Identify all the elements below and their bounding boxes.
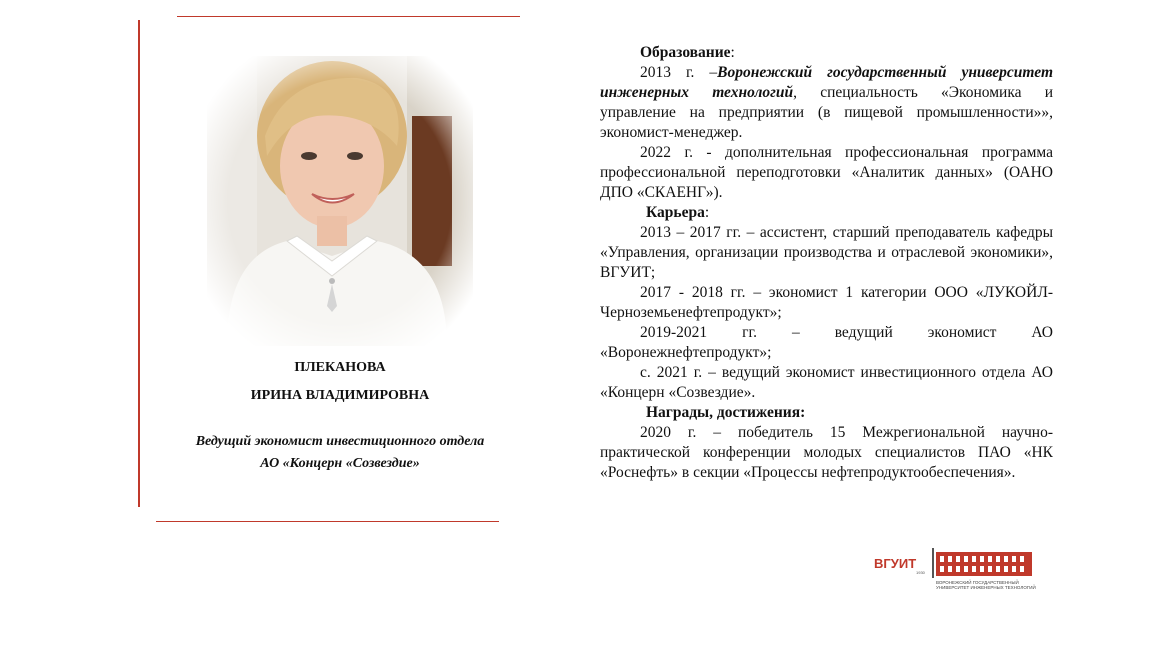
education-heading: Образование: [640,44,735,61]
position-line-1: Ведущий экономист инвестиционного отдела [195,434,485,449]
person-surname: ПЛЕКАНОВА [294,360,386,375]
education-item-1: 2013 г. –Воронежский государственный университет инженерных технологий, специальность «Экономика и управление на предприятии (в пищевой промышленности»», экономист-менеджер. [600,64,1054,141]
career-item-1: 2013 – 2017 гг. – ассистент, старший преподаватель кафедры «Управления, организации производства и отраслевой экономики», ВГУИТ; [600,224,1053,281]
bottom-divider [156,521,499,522]
university-logo [874,546,1040,602]
position-line-2: АО «Концерн «Созвездие» [260,456,420,471]
logo-abbreviation: ВГУИТ [874,556,917,571]
logo-year: 1930 [916,570,925,575]
career-item-4: с. 2021 г. – ведущий экономист инвестиционного отдела АО «Концерн «Созвездие». [600,364,1053,401]
logo-caption: ВОРОНЕЖСКИЙ ГОСУДАРСТВЕННЫЙ УНИВЕРСИТЕТ ИНЖЕНЕРНЫХ ТЕХНОЛОГИЙ [936,580,1036,590]
university-name: Воронежский государственный университет инженерных технологий [600,64,1054,101]
university-building-icon [932,548,1038,578]
career-item-2: 2017 - 2018 гг. – экономист 1 категории ООО «ЛУКОЙЛ-Черноземьенефтепродукт»; [600,284,1053,321]
person-given-names: ИРИНА ВЛАДИМИРОВНА [250,388,430,403]
awards-heading: Награды, достижения: [646,404,806,421]
portrait-photo [207,56,473,346]
awards-item-1: 2020 г. – победитель 15 Межрегиональной научно-практической конференции молодых специалистов ПАО «НК «Роснефть» в секции «Процессы нефтепродуктообеспечения». [600,424,1053,481]
top-divider [177,16,520,17]
biography-text [600,43,1053,483]
career-item-3: 2019-2021 гг. – ведущий экономист АО «Воронежнефтепродукт»; [600,324,1053,361]
career-heading: Карьера: [646,204,710,221]
education-item-2: 2022 г. - дополнительная профессиональная программа профессиональной переподготовки «Аналитик данных» (ОАНО ДПО «СКАЕНГ»). [600,144,1053,201]
